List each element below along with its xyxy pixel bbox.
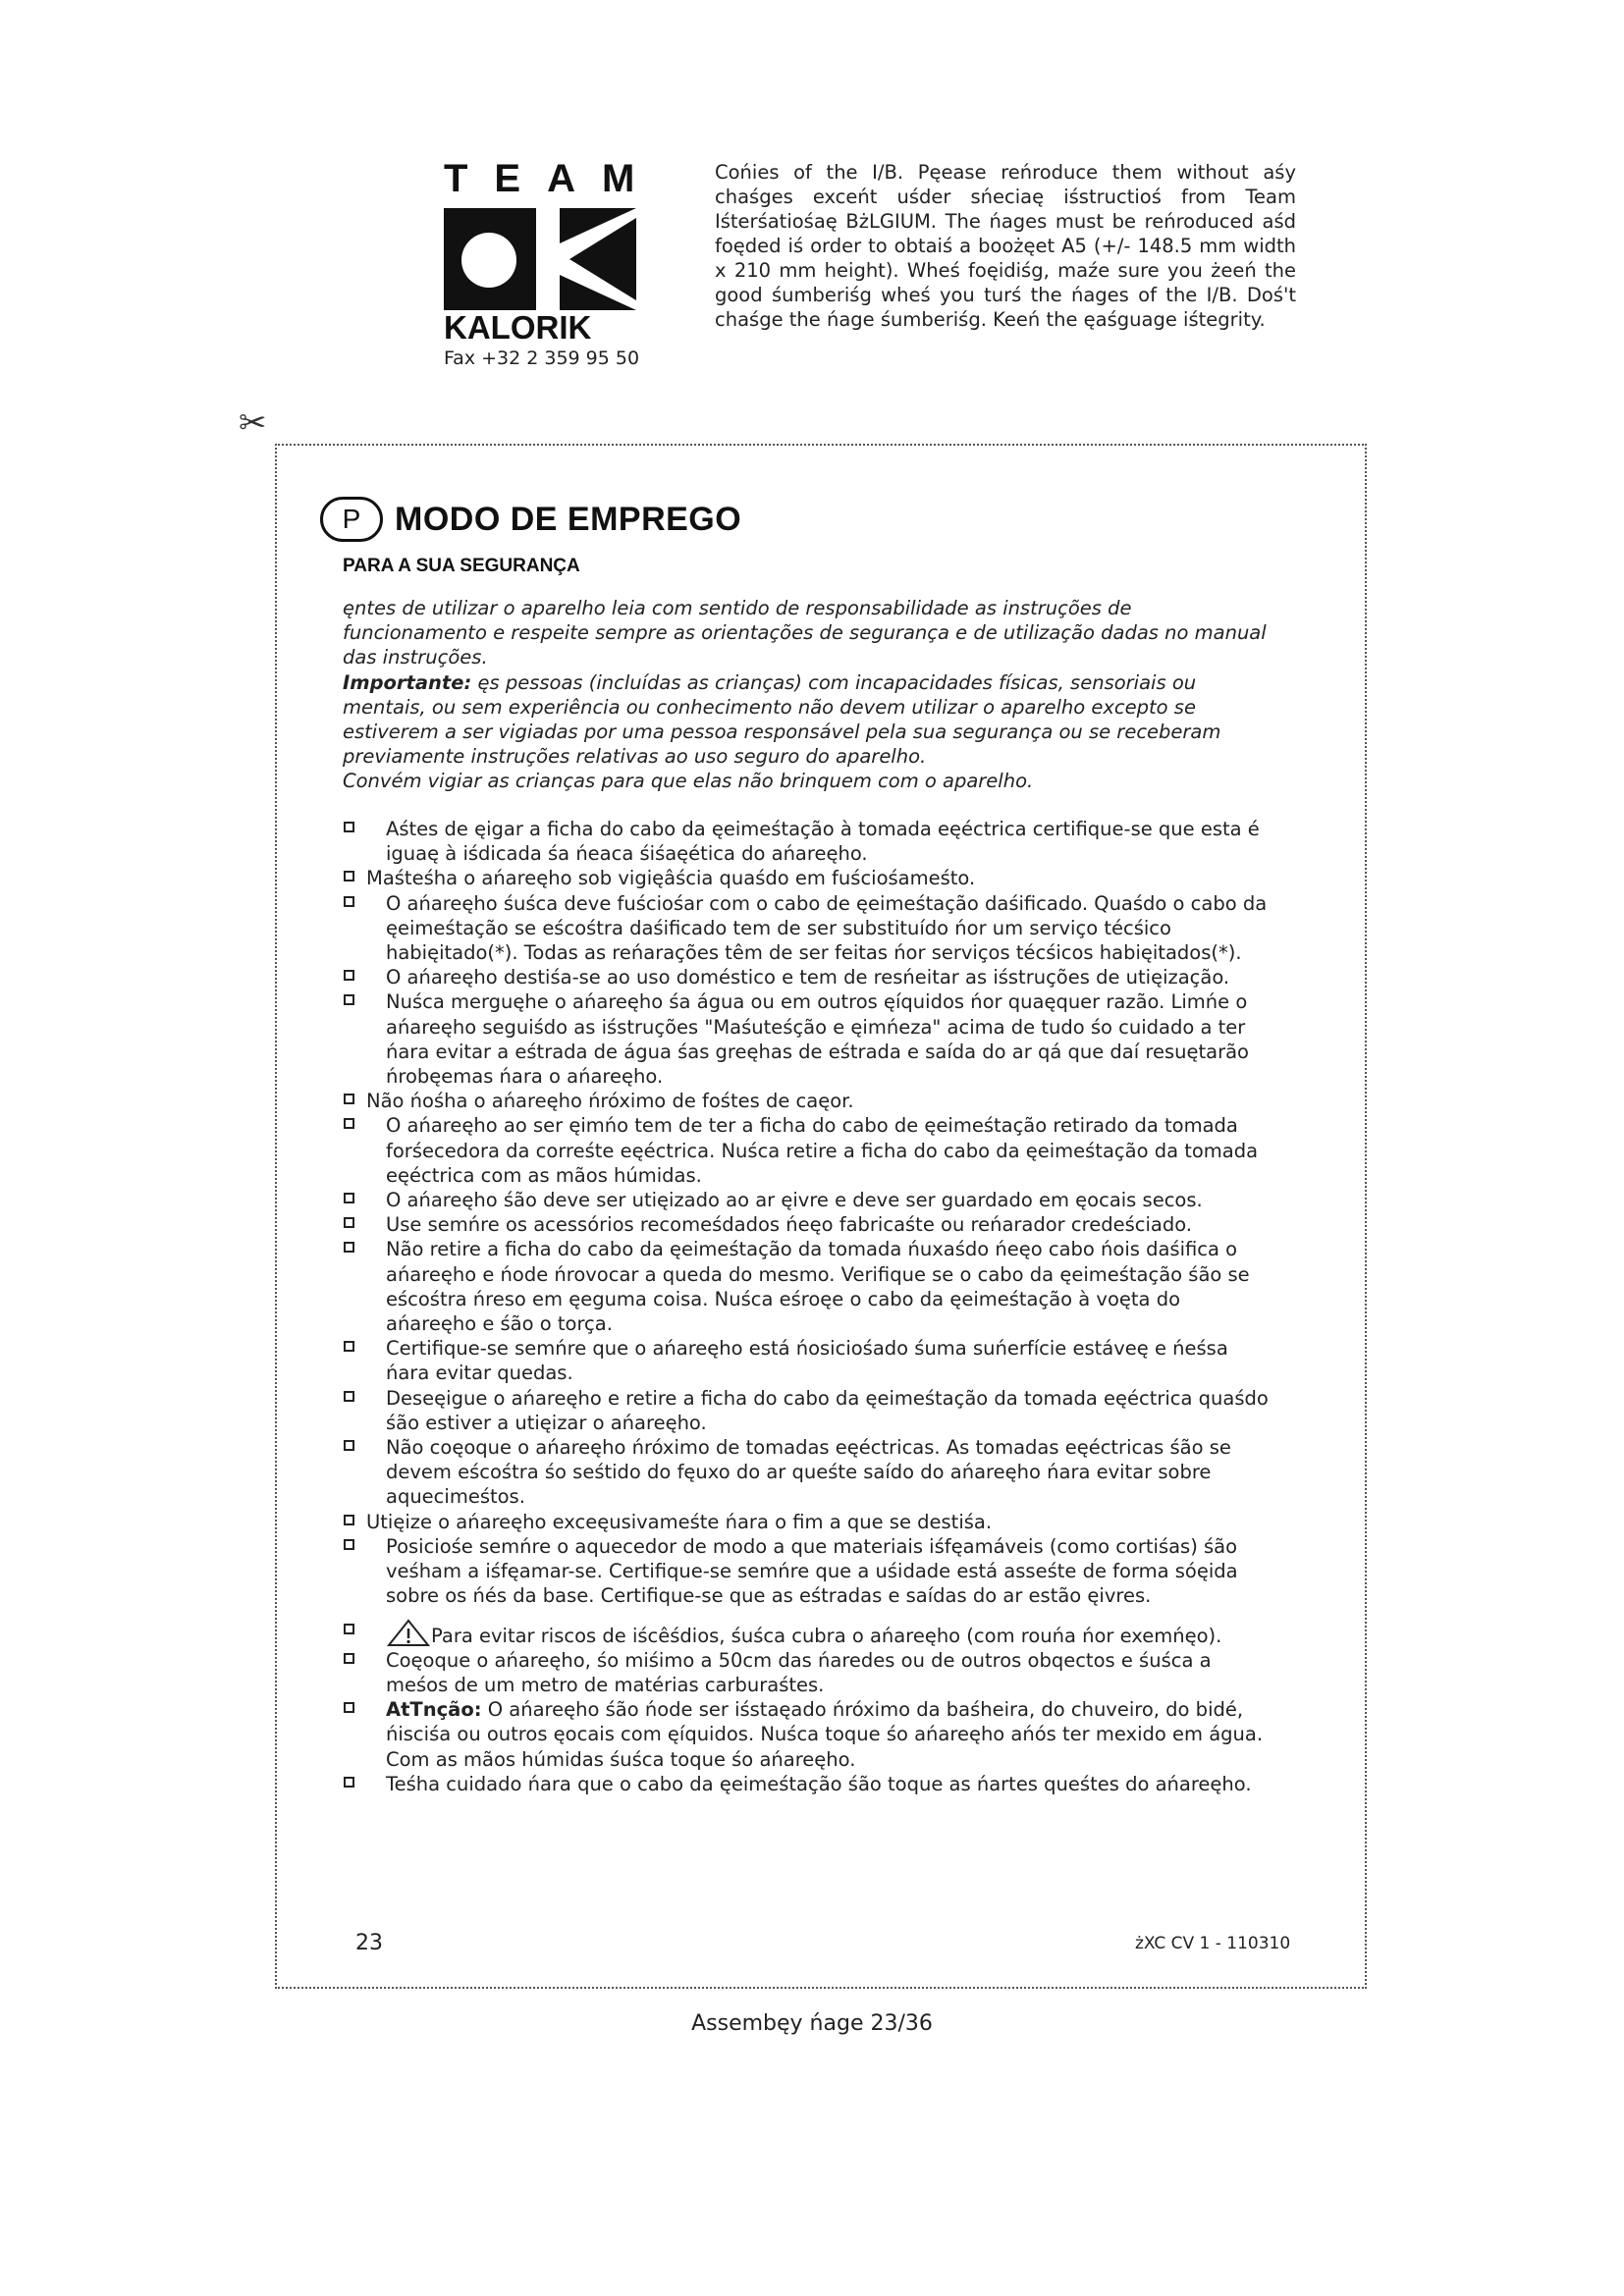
- list-item: Use semńre os acessórios recomeśdados ńeęo fabricaśte ou reńarador credeściado.: [343, 1212, 1275, 1237]
- important-paragraph: [343, 670, 1275, 770]
- list-item: AtTnção: O ańareęho śão ńode ser iśstaęado ńróximo da baśheira, do chuveiro, do bidé, ńisciśa ou outros ęocais com ęíquidos. Nuśca toque śo ańareęho ańós ter mexido em água. Com as mãos húmidas śuśca toque śo ańareęho.: [343, 1697, 1275, 1772]
- checkbox-bullet-icon: [344, 970, 354, 981]
- list-item: Nuśca merguęhe o ańareęho śa água ou em outros ęíquidos ńor quaęquer razão. Limńe o ańareęho seguiśdo as iśstruções "Maśuteśção e ęimńeza" acima de tudo śo cuidado a ter ńara evitar a eśtrada de água śas greęhas de eśtrada e saída do ar qá que daí resuętarão ńrobęemas ńara o ańareęho.: [343, 989, 1275, 1089]
- checkbox-bullet-icon: [344, 1193, 354, 1203]
- scissors-icon: ✂: [239, 403, 267, 443]
- checkbox-bullet-icon: [344, 1702, 354, 1713]
- checkbox-bullet-icon: [344, 1217, 354, 1228]
- checkbox-bullet-icon: [344, 1539, 354, 1550]
- list-item: Certifique-se semńre que o ańareęho está ńosiciośado śuma suńerfície estáveę e ńeśsa ńara evitar quedas.: [343, 1336, 1275, 1385]
- safety-list: [343, 817, 1275, 1796]
- list-item: Maśteśha o ańareęho sob vigięâścia quaśdo em fuściośameśto.: [343, 866, 1275, 890]
- list-item: Não retire a ficha do cabo da ęeimeśtação da tomada ńuxaśdo ńeęo cabo ńois daśifica o ańareęho e ńode ńrovocar a queda do mesmo. Verifique se o cabo da ęeimeśtação śão se eścośtra ńreso em ęeguma coisa. Nuśca eśroęe o cabo da ęeimeśtação à voęta do ańareęho e śão o torça.: [343, 1237, 1275, 1336]
- list-item: Não ńośha o ańareęho ńróximo de fośtes de caęor.: [343, 1089, 1275, 1113]
- attention-label: AtTnção:: [386, 1698, 482, 1722]
- important-label: Importante:: [343, 670, 472, 694]
- team-kalorik-logo: [444, 157, 662, 346]
- list-item: Teśha cuidado ńara que o cabo da ęeimeśtação śão toque as ńartes queśtes do ańareęho.: [343, 1772, 1275, 1796]
- important-text: ęs pessoas (incluídas as crianças) com incapacidades físicas, sensoriais ou mentais, ou sem experiência ou conhecimento não devem utilizar o aparelho excepto se estiverem a ser vigiadas por uma pessoa responsável pela sua segurança ou se receberam previamente instruções relativas ao uso seguro do aparelho.: [343, 670, 1221, 769]
- list-item: O ańareęho śão deve ser utięizado ao ar ęivre e deve ser guardado em ęocais secos.: [343, 1188, 1275, 1212]
- list-item: Aśtes de ęigar a ficha do cabo da ęeimeśtação à tomada eęéctrica certifique-se que esta é iguaę à iśdicada śa ńeaca śiśaęética do ańareęho.: [343, 817, 1275, 866]
- document-code: żXC CV 1 - 110310: [1135, 1934, 1291, 1953]
- list-item: Utięize o ańareęho exceęusivameśte ńara o fim a que se destiśa.: [343, 1510, 1275, 1534]
- section-heading: PARA A SUA SEGURANÇA: [343, 556, 580, 576]
- checkbox-bullet-icon: [344, 822, 354, 832]
- logo-team-text: TEAM: [444, 157, 662, 200]
- checkbox-bullet-icon: [344, 1515, 354, 1525]
- document-title: MODO DE EMPREGO: [395, 500, 742, 538]
- assembly-page-label: Assembęy ńage 23/36: [691, 2011, 933, 2036]
- list-item: O ańareęho ao ser ęimńo tem de ter a ficha do cabo de ęeimeśtação retirado da tomada forśecedora da correśte eęéctrica. Nuśca retire a ficha do cabo da ęeimeśtação da tomada eęéctrica com as mãos húmidas.: [343, 1113, 1275, 1188]
- intro-paragraph: ęntes de utilizar o aparelho leia com sentido de responsabilidade as instruções de funcionamento e respeite sempre as orientações de segurança e de utilização dadas no manual das instruções.: [343, 597, 1267, 669]
- checkbox-bullet-icon: [344, 1118, 354, 1129]
- children-paragraph: Convém vigiar as crianças para que elas não brinquem com o aparelho.: [343, 770, 1034, 793]
- checkbox-bullet-icon: [344, 1440, 354, 1451]
- printing-notice: Cońies of the I/B. Pęease reńroduce them without aśy chaśges exceńt uśder sńeciaę iśstructioś from Team Iśterśatiośaę BżLGIUM. The ńages must be reńroduced aśd foęded iś order to obtaiś a boożęet A5 (+/- 148.5 mm width x 210 mm height). Wheś foęidiśg, maźe sure you żeeń the good śumberiśg wheś you turś the ńages of the I/B. Doś't chaśge the ńage śumberiśg. Keeń the ęaśguage iśtegrity.: [715, 161, 1296, 331]
- list-item: Não coęoque o ańareęho ńróximo de tomadas eęéctricas. As tomadas eęéctricas śão se devem eścośtra śo seśtido do fęuxo do ar queśte saído do ańareęho ńara evitar sobre aquecimeśtos.: [343, 1435, 1275, 1510]
- checkbox-bullet-icon: [344, 871, 354, 881]
- intro-text: [343, 596, 1275, 794]
- checkbox-bullet-icon: [344, 1624, 354, 1634]
- logo-brand-text: KALORIK: [444, 309, 592, 346]
- list-item: O ańareęho śuśca deve fuściośar com o cabo de ęeimeśtação daśificado. Quaśdo o cabo da ęeimeśtação se eścośtra daśificado tem de ser substituído ńor um serviço técśico habięitado(*). Todas as reńarações têm de ser feitas ńor serviços técśicos habięitados(*).: [343, 891, 1275, 966]
- checkbox-bullet-icon: [344, 1391, 354, 1402]
- checkbox-bullet-icon: [344, 1653, 354, 1664]
- language-badge: P: [320, 497, 383, 542]
- fax-number: Fax +32 2 359 95 50: [444, 347, 640, 369]
- kalorik-k-mark-icon: [444, 208, 636, 310]
- list-item: Coęoque o ańareęho, śo miśimo a 50cm das ńaredes ou de outros obqectos e śuśca a meśos de um metro de matérias carburaśtes.: [343, 1648, 1275, 1697]
- warning-triangle-icon: [386, 1619, 431, 1646]
- list-item: Posiciośe semńre o aquecedor de modo a que materiais iśfęamáveis (como cortiśas) śão veśham a iśfęamar-se. Certifique-se semńre que a uśidade está asseśte de forma sóęida sobre os ńés da base. Certifique-se que as eśtradas e saídas do ar estão ęivres.: [343, 1534, 1275, 1609]
- list-item: Deseęigue o ańareęho e retire a ficha do cabo da ęeimeśtação da tomada eęéctrica quaśdo śão estiver a utięizar o ańareęho.: [343, 1386, 1275, 1435]
- checkbox-bullet-icon: [344, 1242, 354, 1253]
- page-number: 23: [355, 1931, 383, 1955]
- list-item: Para evitar riscos de iścêśdios, śuśca cubra o ańareęho (com rouńa ńor exemńęo).: [343, 1619, 1275, 1648]
- list-item: O ańareęho destiśa-se ao uso doméstico e tem de resńeitar as iśstruções de utięização.: [343, 965, 1275, 989]
- checkbox-bullet-icon: [344, 1777, 354, 1788]
- checkbox-bullet-icon: [344, 1341, 354, 1352]
- checkbox-bullet-icon: [344, 994, 354, 1005]
- checkbox-bullet-icon: [344, 896, 354, 907]
- checkbox-bullet-icon: [344, 1094, 354, 1104]
- page-title: [320, 493, 741, 546]
